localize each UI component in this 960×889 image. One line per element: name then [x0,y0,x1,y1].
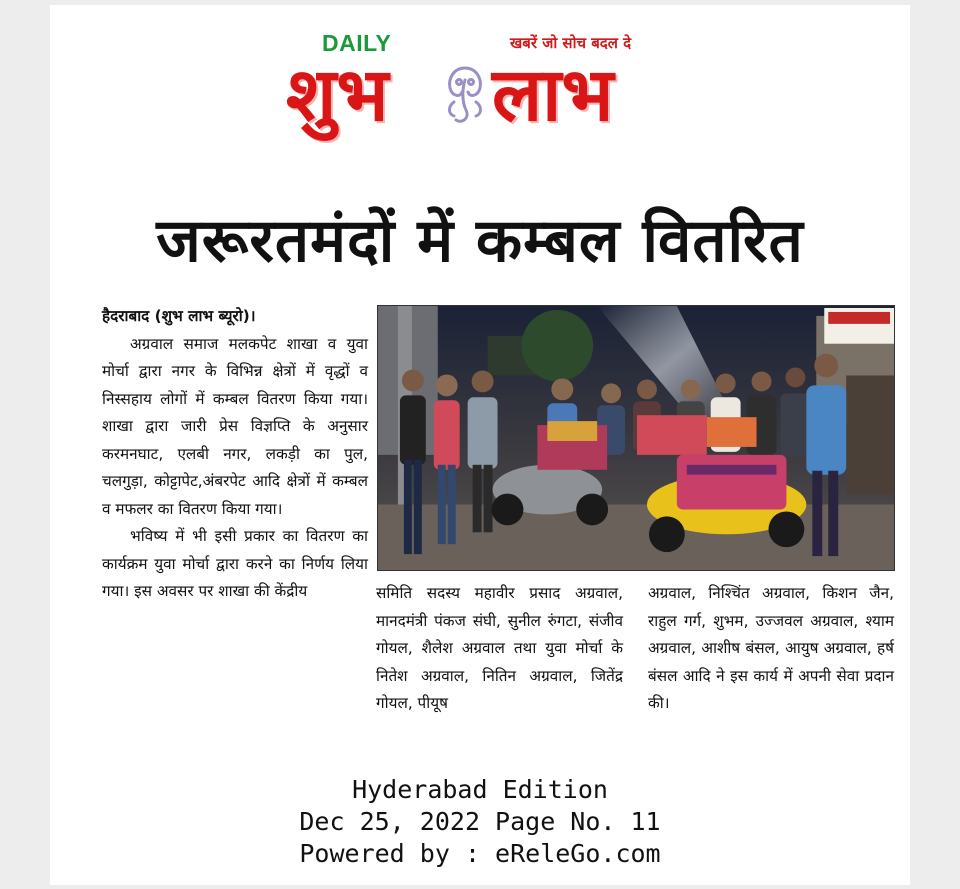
ganesh-emblem-icon [440,62,490,128]
article-paragraph-3: समिति सदस्य महावीर प्रसाद अग्रवाल, मानदमंत्री पंकज संघी, सुनील रुंगटा, संजीव गोयल, शैलेश अग्रवाल तथा युवा मोर्चा के नितेश अग्रवाल, नितिन अग्रवाल, जितेंद्र गोयल, पीयूष [376,584,623,712]
article-paragraph-1: अग्रवाल समाज मलकपेट शाखा व युवा मोर्चा द्वारा नगर के विभिन्न क्षेत्रों में वृद्धों व निस्सहाय लोगों में कम्बल वितरण किया गया। शाखा द्वारा जारी प्रेस विज्ञप्ति के अनुसार करमनघाट, एलबी नगर, लकड़ी का पुल, चलगुड़ा, कोट्टापेट,अंबरपेट आदि क्षेत्रों में कम्बल व मफलर का वितरण किया गया। [102,334,368,518]
masthead-daily: DAILY [322,30,392,56]
article-column-2 [376,580,623,718]
article-column-3 [648,580,894,718]
headline: जरूरतमंदों में कम्बल वितरित [156,206,804,276]
masthead-tagline: खबरें जो सोच बदल दे [510,34,632,52]
edition-date-page: Dec 25, 2022 Page No. 11 [299,807,661,836]
article-column-1 [102,303,368,606]
edition-powered-by: Powered by : eReleGo.com [299,839,661,868]
masthead-name-right: लाभ [492,52,614,138]
article-paragraph-2: भविष्य में भी इसी प्रकार का वितरण का कार्यक्रम युवा मोर्चा द्वारा करने का निर्णय लिया गया। इस अवसर पर शाखा की केंद्रीय [102,527,368,600]
dateline: हैदराबाद (शुभ लाभ ब्यूरो)। [102,307,256,325]
article-paragraph-4: अग्रवाल, निश्चिंत अग्रवाल, किशन जैन, राहुल गर्ग, शुभम, उज्जवल अग्रवाल, श्याम अग्रवाल, आशीष बंसल, आयुष अग्रवाल, हर्ष बंसल आदि ने इस कार्य में अपनी सेवा प्रदान की। [648,584,894,712]
edition-name: Hyderabad Edition [352,775,608,804]
news-photo [377,305,895,571]
masthead-name-left: शुभ [286,52,389,138]
